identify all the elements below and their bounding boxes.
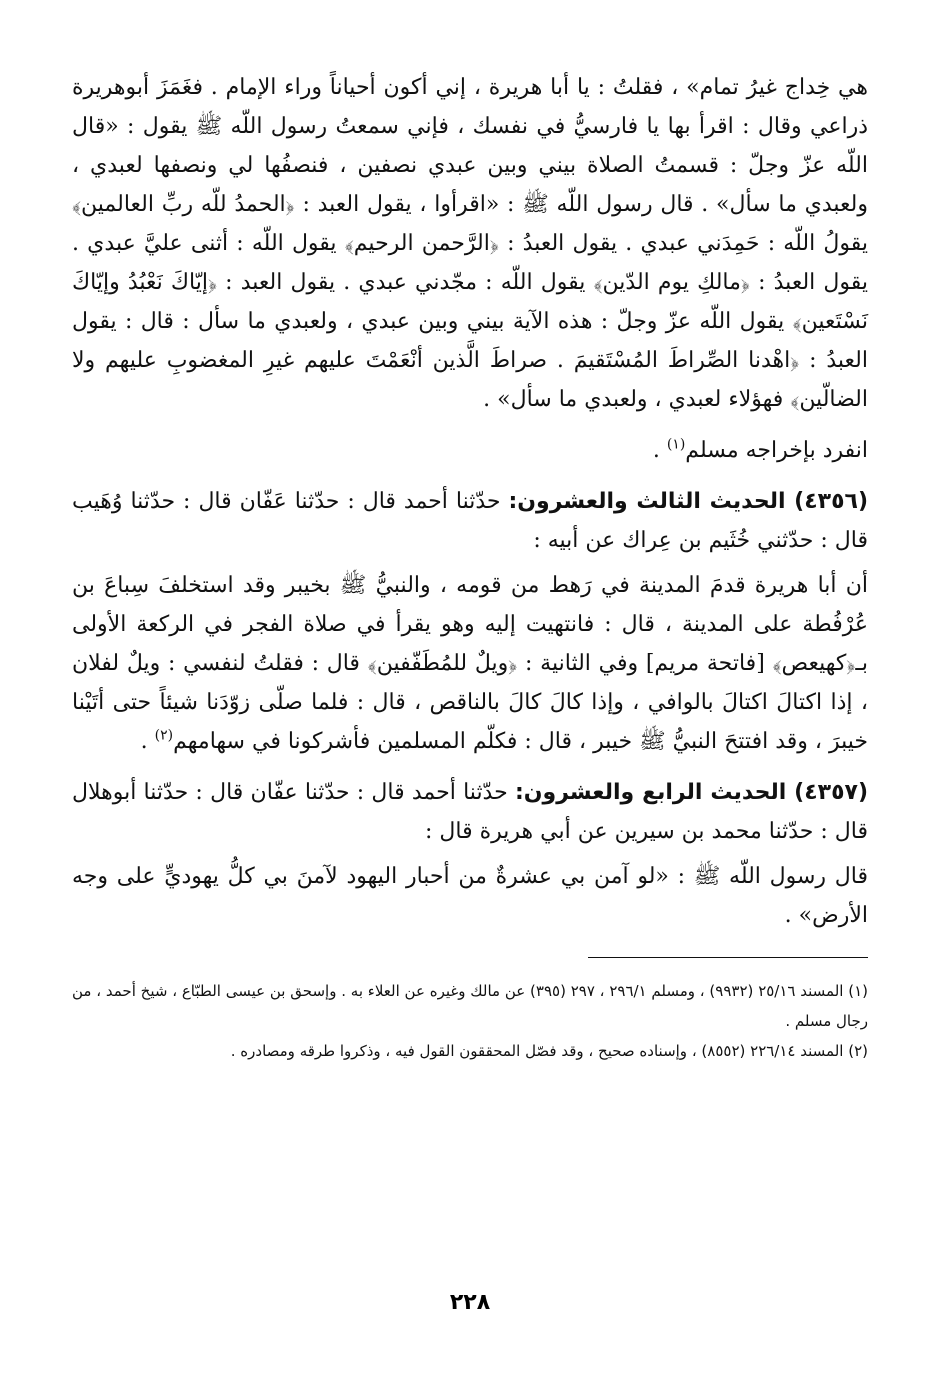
hadith-24-title: (٤٣٥٧) الحديث الرابع والعشرون:	[514, 780, 868, 805]
hadith-23-header	[72, 482, 868, 560]
hadith-continuation-paragraph: هي خِداج غيرُ تمام» ، فقلتُ : يا أبا هريرة ، إني أكون أحياناً وراء الإمام . فغَمَزَ أبوهريرة ذراعي وقال : اقرأ بها يا فارسيُّ في نفسك ، فإني سمعتُ رسول اللّه ﷺ يقول : «قال اللّه عزّ وجلّ : قسمتُ الصلاة بيني وبين عبدي نصفين ، فنصفُها لي ونصفها لعبدي ، ولعبدي ما سأل» . قال رسول اللّه ﷺ : «اقرأوا ، يقول العبد : ﴿الحمدُ للّه ربِّ العالمين﴾ يقولُ اللّه : حَمِدَني عبدي . يقول العبدُ : ﴿الرَّحمن الرحيم﴾ يقول اللّه : أثنى عليَّ عبدي . يقول العبدُ : ﴿مالكِ يوم الدّين﴾ يقول اللّه : مجّدني عبدي . يقول العبد : ﴿إيّاكَ نَعْبُدُ وإيّاكَ نَسْتَعين﴾ يقول اللّه عزّ وجلّ : هذه الآية بيني وبين عبدي ، ولعبدي ما سأل : قال : يقول العبدُ : ﴿اهْدنا الصِّراطَ المُسْتَقيمَ . صراطَ الَّذين أنْعَمْتَ عليهم غيرِ المغضوبِ عليهم ولا الضالّين﴾ فهؤلاء لعبدي ، ولعبدي ما سأل» .	[72, 75, 868, 412]
footnote-1: (١) المسند ٢٥/١٦ (٩٩٣٢) ، ومسلم ٢٩٦/١ ، ٢٩٧ (٣٩٥) عن مالك وغيره عن العلاء به . وإسحق بن عيسى الطبّاع ، شيخ أحمد ، من رجال مسلم .	[72, 982, 869, 1030]
hadith-24-chain: حدّثنا أحمد قال : حدّثنا عفّان قال : حدّثنا أبوهلال قال : حدّثنا محمد بن سيرين عن أبي هريرة قال :	[72, 780, 868, 844]
footnote-divider	[588, 957, 868, 958]
attribution-text: انفرد بإخراجه مسلم	[685, 438, 868, 463]
footnote-ref-2: (٢)	[154, 727, 174, 744]
hadith-23-chain: حدّثنا أحمد قال : حدّثنا عَفّان قال : حدّثنا وُهَيب قال : حدّثني خُثَيم بن عِراك عن أبيه :	[72, 489, 868, 553]
hadith-23-title: (٤٣٥٦) الحديث الثالث والعشرون:	[508, 489, 868, 514]
hadith-24-body: قال رسول اللّه ﷺ : «لو آمن بي عشرةٌ من أحبار اليهود لآمنَ بي كلُّ يهوديٍّ على وجه الأرض» .	[72, 864, 868, 928]
attribution-end: .	[652, 438, 667, 463]
footnote-2: (٢) المسند ٢٢٦/١٤ (٨٥٥٢) ، وإسناده صحيح ، وقد فصّل المحققون القول فيه ، وذكروا طرقه ومصادره .	[230, 1042, 868, 1060]
hadith-23-end: .	[140, 729, 155, 754]
hadith-24-header	[72, 773, 868, 851]
hadith-23-text: أن أبا هريرة قدمَ المدينة في رَهط من قومه ، والنبيُّ ﷺ بخيبر وقد استخلفَ سِباعَ بن عُرْفُطة على المدينة ، قال : فانتهيت إليه وهو يقرأ في صلاة الفجر في الركعة الأولى بـ﴿كهيعص﴾ [فاتحة مريم] وفي الثانية : ﴿ويلٌ للمُطَفّفين﴾ قال : فقلتُ لنفسي : ويلٌ لفلان ، إذا اكتالَ اكتالَ بالوافي ، وإذا كالَ كالَ بالناقص ، قال : فلما صلّى زوّدَنا شيئاً حتى أتَيْنا خيبرَ ، وقد افتتحَ النبيُّ ﷺ خيبر ، قال : فكلّم المسلمين فأشركونا في سهامهم	[72, 573, 868, 754]
hadith-23-body	[72, 566, 868, 761]
footnote-ref-1: (١)	[666, 436, 686, 453]
attribution-line	[72, 431, 868, 470]
page-number: ٢٢٨	[449, 1290, 491, 1315]
